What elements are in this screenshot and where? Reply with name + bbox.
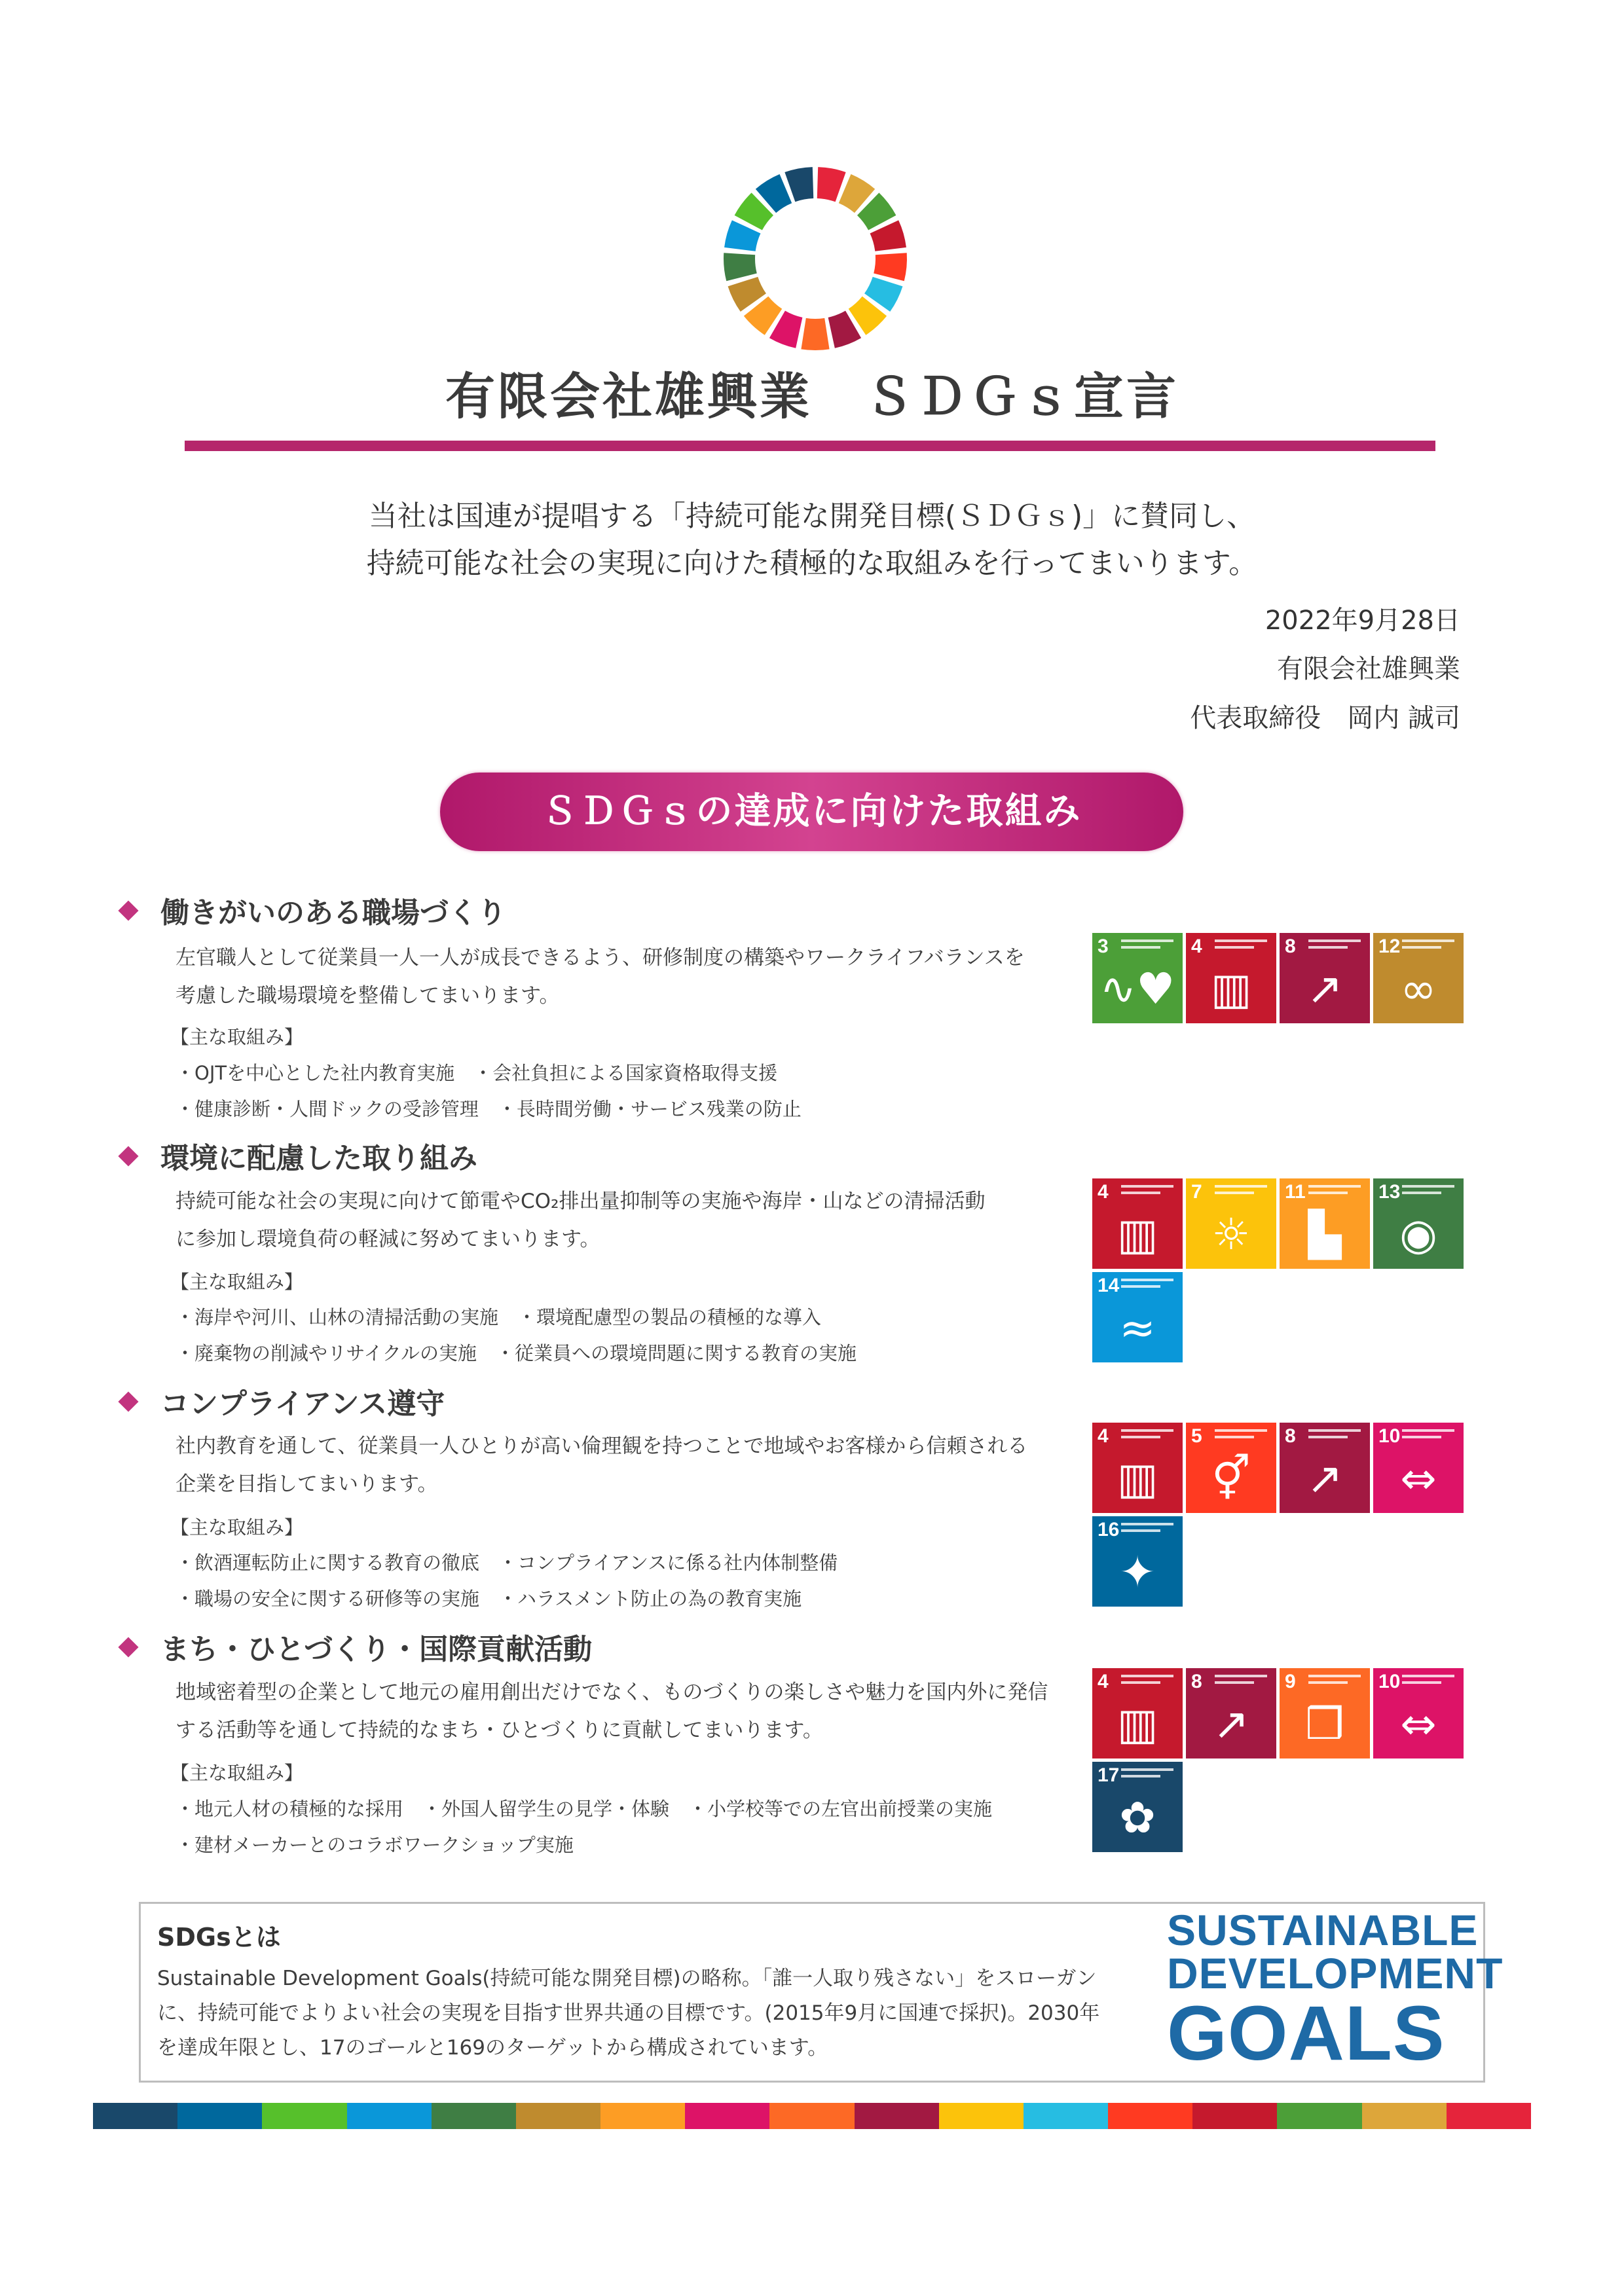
sdg-goal-number: 16 [1098, 1519, 1120, 1540]
goal-caption-line [1121, 1279, 1173, 1281]
color-bar-segment [939, 2103, 1024, 2129]
sdgs-color-bar [93, 2103, 1531, 2129]
color-bar-segment [177, 2103, 262, 2129]
sdg-goal-4-tile [1092, 1423, 1183, 1513]
growth-chart-icon: ↗ [1306, 1453, 1343, 1504]
logo-line: DEVELOPMENT [1167, 1949, 1504, 1997]
goal-caption-line [1402, 939, 1454, 942]
intro-line-1: 当社は国連が提唱する「持続可能な開発目標(ＳＤＧｓ)」に賛同し、 [368, 500, 1256, 533]
bullet-line: ・飲酒運転防止に関する教育の徹底 ・コンプライアンスに係る社内体制整備 [175, 1552, 838, 1574]
goal-caption-line [1121, 1768, 1173, 1771]
section-title: コンプライアンス遵守 [160, 1387, 445, 1421]
goal-caption-line [1308, 939, 1361, 942]
wheel-segment [724, 253, 757, 281]
wheel-segment [801, 318, 829, 350]
goal-caption-line [1308, 1185, 1361, 1188]
eye-globe-icon: ◉ [1399, 1209, 1437, 1260]
color-bar-segment [432, 2103, 516, 2129]
infinity-icon: ∞ [1400, 964, 1437, 1014]
sdg-goal-number: 11 [1285, 1181, 1306, 1203]
section-body [175, 939, 1105, 1015]
sun-icon: ☼ [1211, 1209, 1251, 1260]
page-title: 有限会社雄興業 ＳＤＧｓ宣言 [445, 367, 1179, 426]
about-line: Sustainable Development Goals(持続可能な開発目標)の略称。「誰一人取り残さない」をスローガン [157, 1967, 1097, 1990]
goal-caption-line [1308, 1192, 1348, 1194]
bullet-diamond-icon [118, 1637, 138, 1657]
sdg-goal-8-tile [1280, 1423, 1370, 1513]
color-bar-segment [1447, 2103, 1531, 2129]
company-name: 有限会社雄興業 [1277, 654, 1460, 684]
goal-caption-line [1402, 1436, 1441, 1438]
bullet-line: ・OJTを中心とした社内教育実施 ・会社負担による国家資格取得支援 [175, 1062, 778, 1084]
section-body [175, 1182, 1105, 1258]
goal-caption-line [1121, 1185, 1173, 1188]
goal-caption-line [1308, 1429, 1361, 1432]
goal-caption-line [1402, 1192, 1441, 1194]
color-bar-segment [1192, 2103, 1277, 2129]
section-title: 働きがいのある職場づくり [160, 896, 506, 930]
goal-caption-line [1215, 1429, 1267, 1432]
section-body-line: 地域密着型の企業として地元の雇用創出だけでなく、ものづくりの楽しさや魅力を国内外に発信 [175, 1681, 1048, 1704]
color-bar-segment [855, 2103, 939, 2129]
sdg-goal-4-tile [1186, 933, 1276, 1023]
sdg-goal-number: 17 [1098, 1764, 1120, 1786]
heartbeat-icon: ∿♥ [1099, 964, 1175, 1014]
sdg-goal-11-tile [1280, 1178, 1370, 1269]
book-icon: ▥ [1210, 964, 1252, 1014]
book-icon: ▥ [1116, 1453, 1158, 1504]
section-body-line: 左官職人として従業員一人一人が成長できるよう、研修制度の構築やワークライフバランスを [175, 946, 1025, 970]
cubes-icon: ❒ [1305, 1699, 1344, 1749]
goal-caption-line [1121, 1675, 1173, 1677]
goal-caption-line [1121, 1523, 1173, 1525]
bullet-line: ・健康診断・人間ドックの受診管理 ・長時間労働・サービス残業の防止 [175, 1098, 802, 1120]
sub-label: 【主な取組み】 [170, 1516, 304, 1539]
logo-line: GOALS [1167, 1990, 1445, 2077]
about-title: SDGsとは [157, 1923, 281, 1952]
section-body-line: 考慮した職場環境を整備してまいります。 [175, 984, 560, 1008]
city-icon: ▙ [1308, 1209, 1342, 1260]
color-bar-segment [516, 2103, 600, 2129]
sdgs-wheel-logo [720, 164, 910, 354]
color-bar-segment [1108, 2103, 1192, 2129]
color-bar-segment [685, 2103, 769, 2129]
sdg-goal-number: 8 [1285, 936, 1296, 957]
color-bar-segment [93, 2103, 177, 2129]
sdg-goal-8-tile [1280, 933, 1370, 1023]
sub-label: 【主な取組み】 [170, 1271, 304, 1293]
logo-line: SUSTAINABLE [1167, 1906, 1479, 1954]
section-body [175, 1427, 1105, 1503]
color-bar-segment [1277, 2103, 1361, 2129]
sdg-goal-number: 4 [1098, 1671, 1109, 1692]
book-icon: ▥ [1116, 1699, 1158, 1749]
goal-caption-line [1121, 1681, 1160, 1684]
section-body-line: する活動等を通して持続的なまち・ひとづくりに貢献してまいります。 [175, 1719, 823, 1742]
goal-caption-line [1121, 1285, 1160, 1288]
growth-chart-icon: ↗ [1306, 964, 1343, 1014]
bullet-line: ・海岸や河川、山林の清掃活動の実施 ・環境配慮型の製品の積極的な導入 [175, 1306, 822, 1328]
color-bar-segment [600, 2103, 685, 2129]
goal-caption-line [1121, 939, 1173, 942]
bullet-line: ・建材メーカーとのコラボワークショップ実施 [175, 1834, 574, 1856]
sub-label: 【主な取組み】 [170, 1762, 304, 1784]
sdg-goal-number: 4 [1191, 936, 1202, 957]
about-line: に、持続可能でよりよい社会の実現を目指す世界共通の目標です。(2015年9月に国連で採択)。2030年 [157, 2001, 1100, 2025]
sdg-goal-10-tile [1373, 1668, 1464, 1758]
goal-caption-line [1308, 1675, 1361, 1677]
goal-caption-line [1215, 1436, 1254, 1438]
sdg-goal-3-tile [1092, 933, 1183, 1023]
goal-caption-line [1121, 1192, 1160, 1194]
color-bar-segment [1362, 2103, 1447, 2129]
goal-caption-line [1121, 1436, 1160, 1438]
sdg-goal-5-tile [1186, 1423, 1276, 1513]
goal-caption-line [1402, 1675, 1454, 1677]
dove-icon: ✦ [1119, 1547, 1156, 1597]
fish-icon: ≈ [1119, 1303, 1156, 1353]
section-title: まち・ひとづくり・国際貢献活動 [160, 1633, 593, 1666]
book-icon: ▥ [1116, 1209, 1158, 1260]
section-body-line: 社内教育を通して、従業員一人ひとりが高い倫理観を持つことで地域やお客様から信頼される [175, 1434, 1028, 1458]
bullet-line: ・職場の安全に関する研修等の実施 ・ハラスメント防止の為の教育実施 [175, 1588, 802, 1610]
bullet-diamond-icon [118, 1146, 138, 1166]
sdg-goal-number: 10 [1378, 1671, 1401, 1692]
sdg-goal-17-tile [1092, 1762, 1183, 1852]
sdg-goal-number: 12 [1378, 936, 1401, 957]
sdg-goal-number: 10 [1378, 1425, 1401, 1447]
goal-caption-line [1402, 1429, 1454, 1432]
sdg-goal-number: 8 [1191, 1671, 1202, 1692]
declaration-date: 2022年9月28日 [1264, 606, 1460, 636]
sdg-goal-9-tile [1280, 1668, 1370, 1758]
goal-caption-line [1215, 1675, 1267, 1677]
bullet-diamond-icon [118, 900, 138, 920]
goal-caption-line [1215, 1185, 1267, 1188]
sdg-goal-16-tile [1092, 1516, 1183, 1607]
color-bar-segment [769, 2103, 854, 2129]
goal-caption-line [1121, 1775, 1160, 1777]
title-underline [185, 441, 1435, 451]
gender-icon: ⚥ [1211, 1453, 1251, 1504]
sdg-goal-4-tile [1092, 1668, 1183, 1758]
sdg-goal-4-tile [1092, 1178, 1183, 1269]
wheel-segment [874, 253, 907, 281]
bullet-line: ・廃棄物の削減やリサイクルの実施 ・従業員への環境問題に関する教育の実施 [175, 1342, 857, 1364]
sub-label: 【主な取組み】 [170, 1026, 304, 1048]
section-body-line: 企業を目指してまいります。 [175, 1472, 438, 1496]
sdg-goal-13-tile [1373, 1178, 1464, 1269]
sdg-goal-12-tile [1373, 933, 1464, 1023]
goal-caption-line [1308, 946, 1348, 949]
partnership-icon: ✿ [1119, 1793, 1156, 1843]
goal-caption-line [1402, 1681, 1441, 1684]
growth-chart-icon: ↗ [1213, 1699, 1249, 1749]
sdg-goal-number: 4 [1098, 1425, 1109, 1447]
section-body [175, 1673, 1105, 1749]
sdg-goal-number: 7 [1191, 1181, 1202, 1203]
sdg-goal-10-tile [1373, 1423, 1464, 1513]
sdg-goal-number: 5 [1191, 1425, 1202, 1447]
goal-caption-line [1402, 946, 1441, 949]
equality-icon: ⇔ [1400, 1453, 1437, 1504]
goal-caption-line [1121, 946, 1160, 949]
goal-caption-line [1215, 1192, 1254, 1194]
sdg-goal-number: 3 [1098, 936, 1109, 957]
equality-icon: ⇔ [1400, 1699, 1437, 1749]
goal-caption-line [1121, 1529, 1160, 1532]
about-line: を達成年限とし、17のゴールと169のターゲットから構成されています。 [157, 2036, 828, 2060]
section-body-line: に参加し環境負荷の軽減に努めてまいります。 [175, 1228, 600, 1251]
sdg-goal-7-tile [1186, 1178, 1276, 1269]
color-bar-segment [1024, 2103, 1108, 2129]
color-bar-segment [262, 2103, 346, 2129]
sdg-goal-number: 13 [1378, 1181, 1401, 1203]
bullet-line: ・地元人材の積極的な採用 ・外国人留学生の見学・体験 ・小学校等での左官出前授業の実施 [175, 1798, 993, 1820]
goal-caption-line [1308, 1681, 1348, 1684]
sustainable-development-goals-logo [1167, 1906, 1504, 2077]
sdg-goal-number: 9 [1285, 1671, 1296, 1692]
intro-line-2: 持続可能な社会の実現に向けた積極的な取組みを行ってまいります。 [366, 547, 1258, 580]
sdg-goal-number: 8 [1285, 1425, 1296, 1447]
section-body-line: 持続可能な社会の実現に向けて節電やCO₂排出量抑制等の実施や海岸・山などの清掃活動 [175, 1190, 986, 1213]
goal-caption-line [1215, 1681, 1254, 1684]
representative-name: 代表取締役 岡内 誠司 [1190, 703, 1460, 733]
goal-caption-line [1402, 1185, 1454, 1188]
sdg-goal-number: 4 [1098, 1181, 1109, 1203]
goal-caption-line [1308, 1436, 1348, 1438]
color-bar-segment [347, 2103, 432, 2129]
bullet-diamond-icon [118, 1391, 138, 1412]
section-banner-label: ＳＤＧｓの達成に向けた取組み [541, 790, 1082, 833]
goal-caption-line [1121, 1429, 1173, 1432]
sdg-goal-number: 14 [1098, 1275, 1120, 1296]
goal-caption-line [1215, 946, 1254, 949]
sdg-goal-14-tile [1092, 1272, 1183, 1362]
section-title: 環境に配慮した取り組み [160, 1142, 477, 1175]
goal-caption-line [1215, 939, 1267, 942]
sdg-goal-8-tile [1186, 1668, 1276, 1758]
